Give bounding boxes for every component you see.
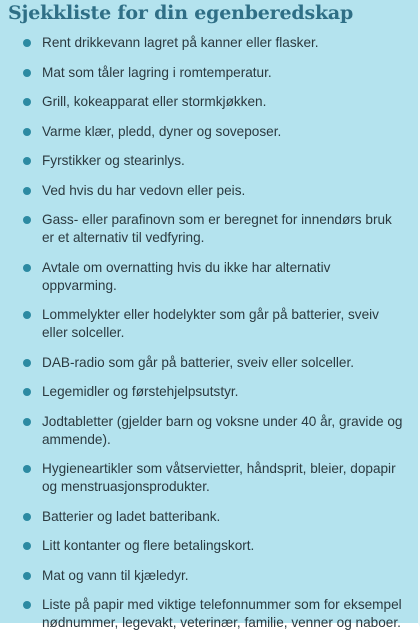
list-item-text: Mat og vann til kjæledyr. — [42, 567, 189, 583]
list-item-text: Liste på papir med viktige telefonnummer som for eksempel nødnummer, legevakt, veterinær, familie, venner og naboer. — [42, 597, 402, 630]
list-item-text: Lommelykter eller hodelykter som går på batterier, sveiv eller solceller. — [42, 307, 379, 340]
list-item — [0, 34, 418, 52]
checklist — [0, 34, 418, 644]
list-item — [0, 460, 418, 496]
list-item — [0, 93, 418, 111]
bullet-icon — [23, 465, 31, 473]
list-item-text: Litt kontanter og flere betalingskort. — [42, 538, 255, 553]
bullet-icon — [23, 264, 31, 272]
bullet-icon — [23, 601, 31, 609]
bullet-icon — [23, 311, 31, 319]
list-item-text: Grill, kokeapparat eller stormkjøkken. — [42, 94, 267, 109]
list-item — [0, 64, 418, 82]
list-item — [0, 259, 418, 295]
list-item — [0, 537, 418, 555]
list-item-text: Batterier og ladet batteribank. — [42, 508, 221, 524]
list-item-text: Avtale om overnatting hvis du ikke har alternativ oppvarming. — [42, 259, 331, 293]
bullet-icon — [23, 69, 31, 77]
list-item-text: Legemidler og førstehjelpsutstyr. — [42, 384, 239, 399]
list-item-text: Fyrstikker og stearinlys. — [42, 153, 185, 168]
bullet-icon — [23, 359, 31, 367]
bullet-icon — [23, 542, 31, 550]
list-item — [0, 413, 418, 449]
list-item — [0, 211, 418, 247]
list-item-text: Mat som tåler lagring i romtemperatur. — [42, 64, 272, 80]
list-item-text: Ved hvis du har vedovn eller peis. — [42, 182, 246, 198]
list-item — [0, 354, 418, 372]
bullet-icon — [23, 418, 31, 426]
list-item — [0, 567, 418, 585]
bullet-icon — [23, 388, 31, 396]
bullet-icon — [23, 216, 31, 224]
bullet-icon — [23, 572, 31, 580]
list-item — [0, 152, 418, 170]
list-item — [0, 306, 418, 342]
bullet-icon — [23, 39, 31, 47]
bullet-icon — [23, 98, 31, 106]
list-item-text: Varme klær, pledd, dyner og soveposer. — [42, 123, 282, 139]
list-item — [0, 508, 418, 526]
list-item — [0, 383, 418, 401]
bullet-icon — [23, 128, 31, 136]
list-item-text: Jodtabletter (gjelder barn og voksne under 40 år, gravide og ammende). — [42, 413, 403, 447]
checklist-title: Sjekkliste for din egenberedskap — [8, 2, 354, 24]
bullet-icon — [23, 157, 31, 165]
list-item-text: Rent drikkevann lagret på kanner eller flasker. — [42, 35, 319, 50]
list-item-text: Hygieneartikler som våtservietter, håndsprit, bleier, dopapir og menstruasjonsprodukter. — [42, 461, 396, 494]
list-item-text: Gass- eller parafinovn som er beregnet for innendørs bruk er et alternativ til vedfyring. — [42, 212, 392, 245]
bullet-icon — [23, 513, 31, 521]
list-item — [0, 123, 418, 141]
bullet-icon — [23, 187, 31, 195]
list-item-text: DAB-radio som går på batterier, sveiv eller solceller. — [42, 354, 355, 370]
list-item — [0, 182, 418, 200]
